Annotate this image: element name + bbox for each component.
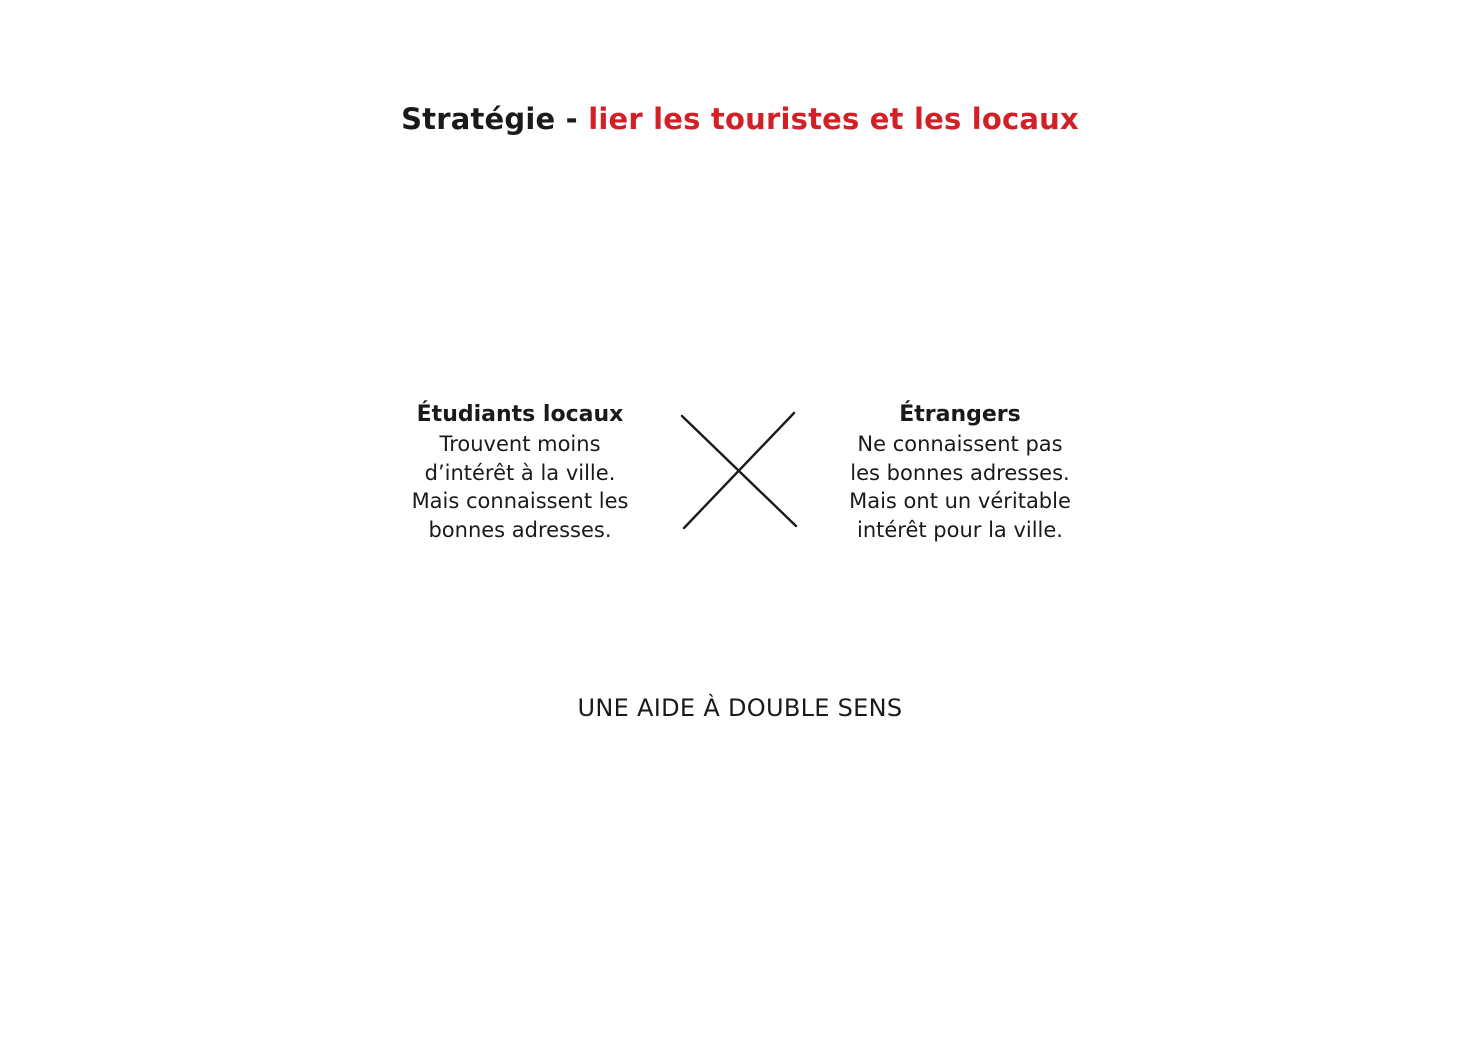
title-accent: lier les touristes et les locaux	[588, 102, 1079, 136]
local-students-line: Trouvent moins	[439, 432, 601, 456]
local-students-line: d’intérêt à la ville.	[424, 460, 616, 485]
local-students-heading: Étudiants locaux	[416, 402, 624, 427]
tagline: UNE AIDE À DOUBLE SENS	[577, 694, 903, 722]
foreigners-heading: Étrangers	[899, 402, 1021, 427]
local-students-line: bonnes adresses.	[428, 517, 612, 542]
foreigners-line: les bonnes adresses.	[850, 460, 1070, 485]
foreigners-line: Mais ont un véritable	[849, 489, 1071, 513]
foreigners-line: intérêt pour la ville.	[856, 517, 1063, 542]
foreigners-line: Ne connaissent pas	[857, 432, 1063, 456]
title-prefix: Stratégie -	[401, 102, 589, 136]
foreigners-column	[810, 400, 1110, 544]
local-students-line: Mais connaissent les	[411, 489, 629, 513]
page-title	[0, 102, 1480, 136]
local-students-column	[370, 400, 670, 544]
cross-icon	[678, 410, 800, 530]
